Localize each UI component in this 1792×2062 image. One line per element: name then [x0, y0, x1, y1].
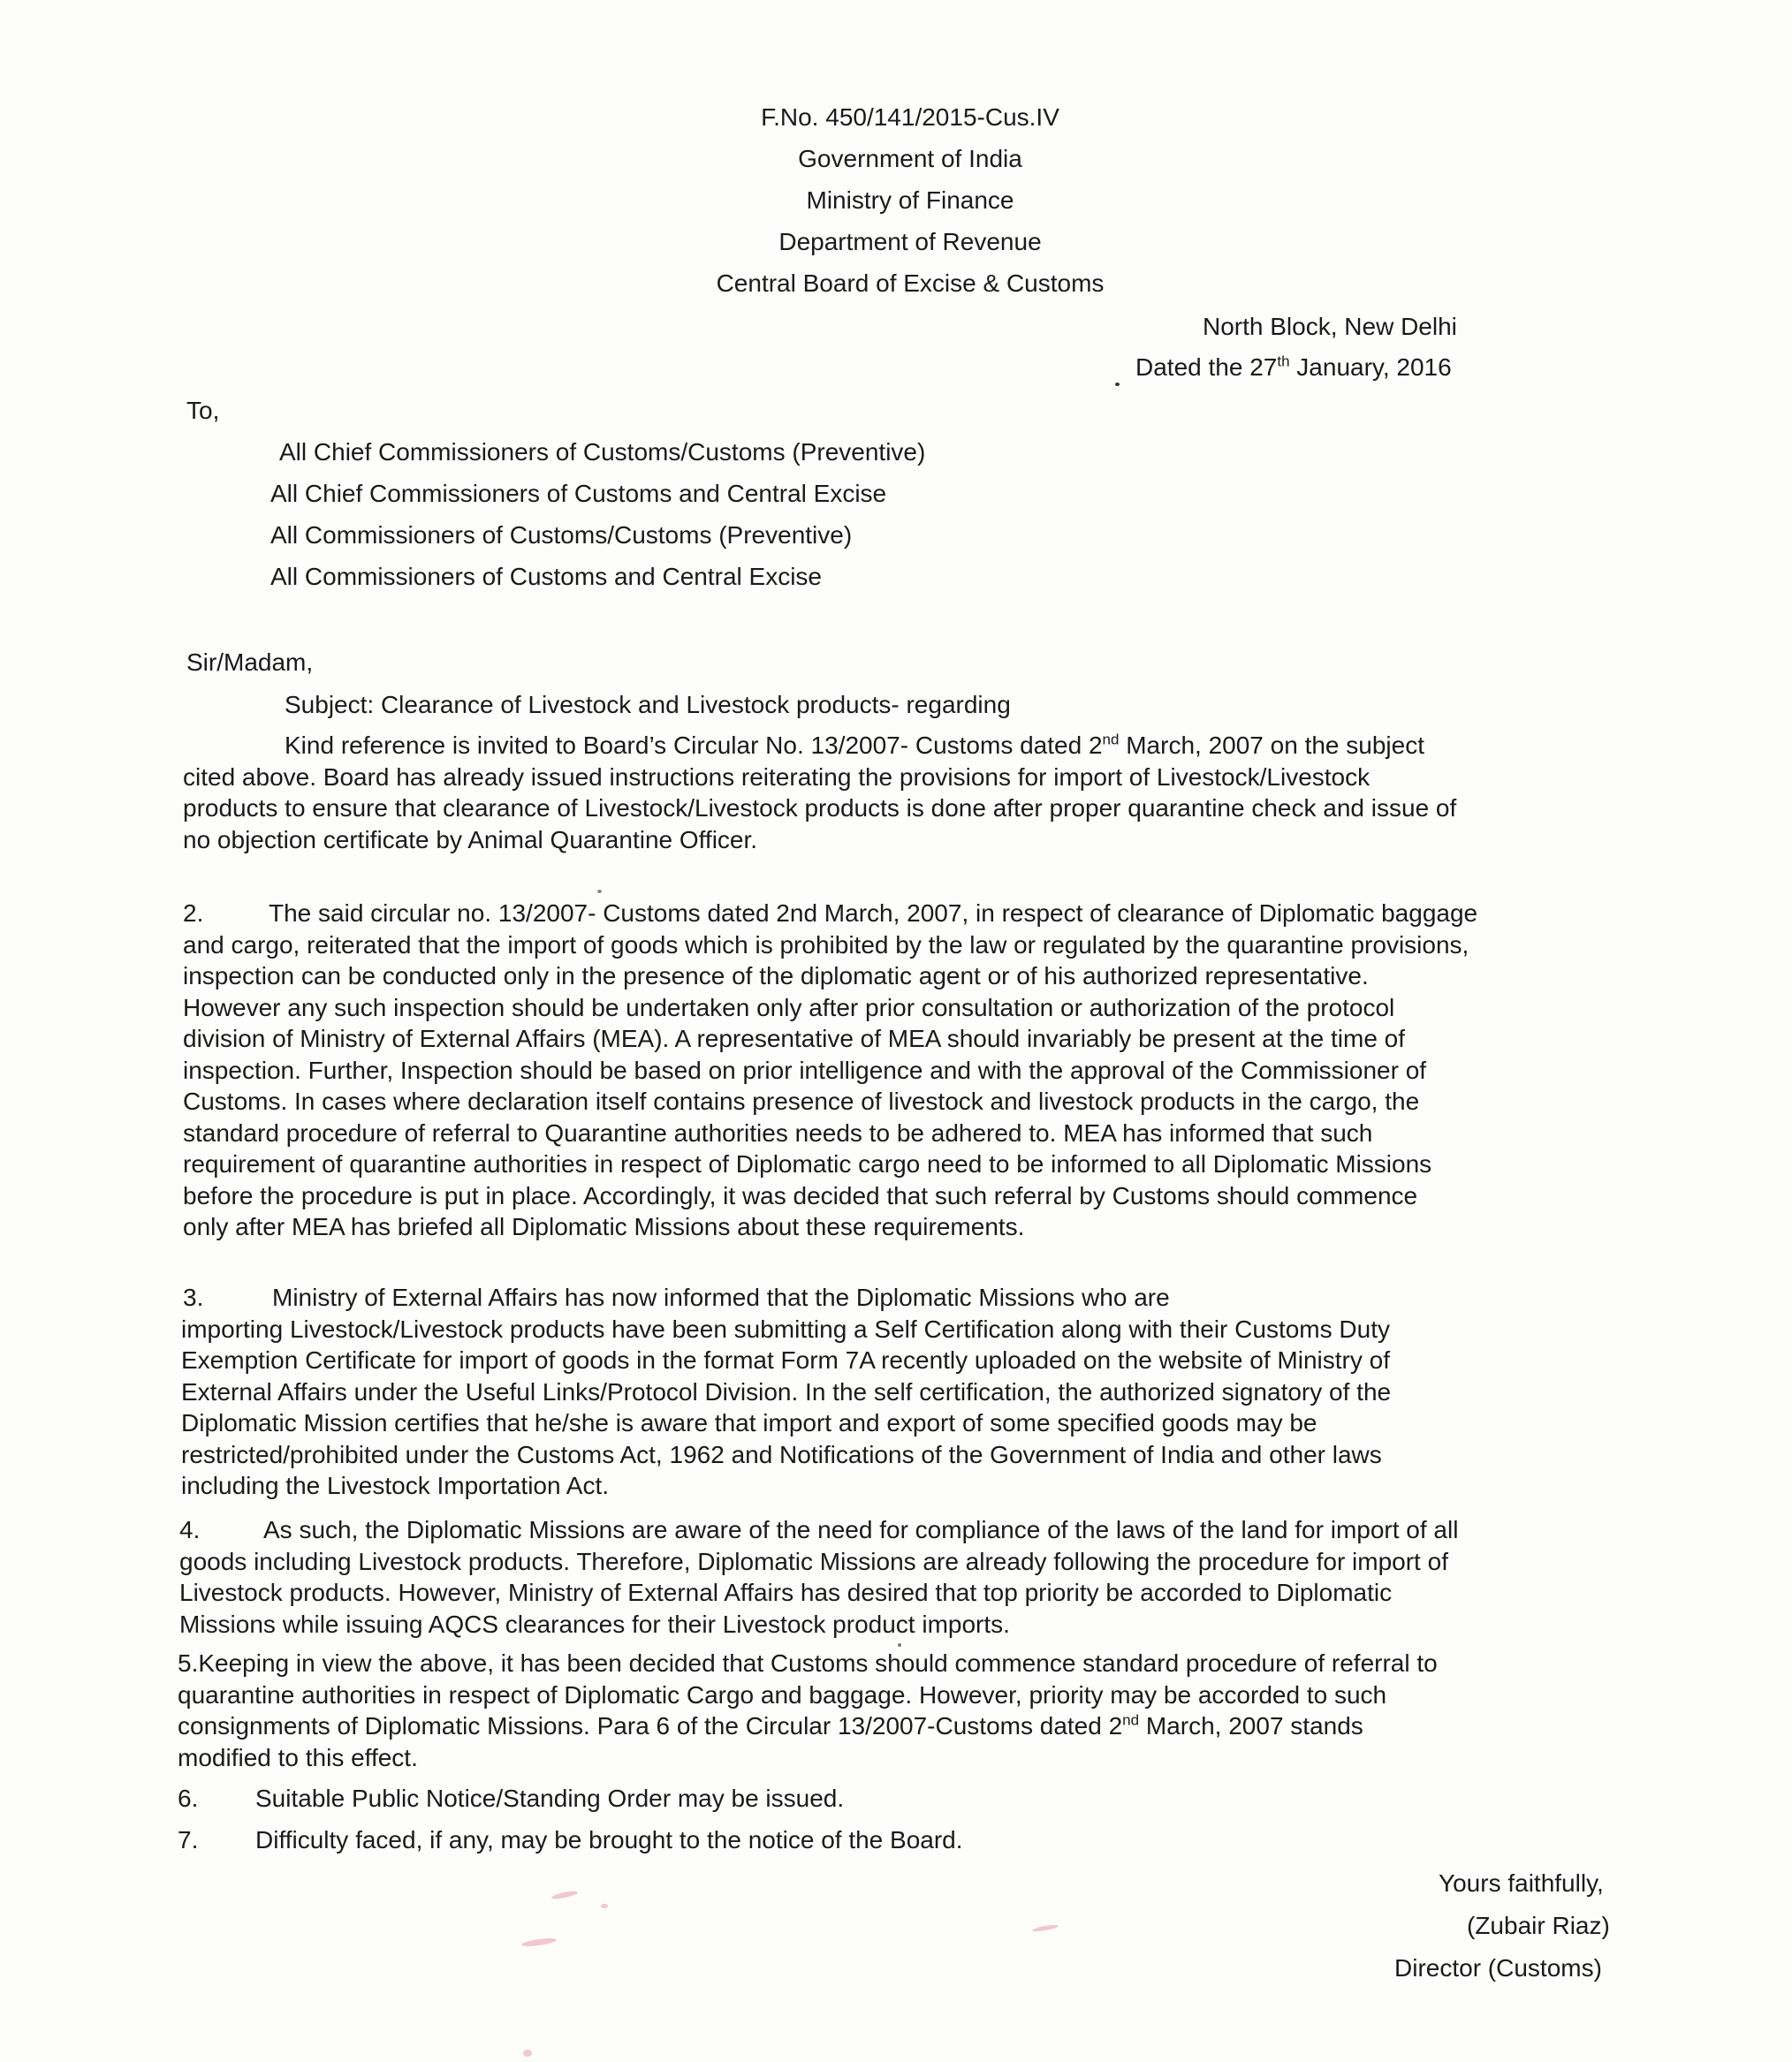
- paragraph-line: Diplomatic Mission certifies that he/she is aware that import and export of some specified goods may be: [181, 1409, 1317, 1437]
- paragraph-line: before the procedure is put in place. Accordingly, it was decided that such referral by Customs should commence: [183, 1181, 1418, 1209]
- paragraph-line: requirement of quarantine authorities in respect of Diplomatic cargo need to be informed to all Diplomatic Missions: [183, 1150, 1432, 1178]
- paragraph-number: 3.: [183, 1284, 204, 1311]
- paragraph-line: Livestock products. However, Ministry of External Affairs has desired that top priority be accorded to Diplomatic: [179, 1579, 1393, 1606]
- paragraph-line: inspection can be conducted only in the presence of the diplomatic agent or of his authorized representative.: [183, 962, 1369, 989]
- paragraph-line: cited above. Board has already issued instructions reiterating the provisions for import of Livestock/Livestock: [183, 762, 1371, 791]
- paragraph-3: [181, 1282, 1391, 1502]
- paragraph-line: Missions while issuing AQCS clearances for their Livestock product imports.: [179, 1610, 1010, 1638]
- paragraph-line: importing Livestock/Livestock products have been submitting a Self Certification along with their Customs Duty: [181, 1315, 1390, 1343]
- paragraph-line: and cargo, reiterated that the import of goods which is prohibited by the law or regulated by the quarantine provisions,: [183, 930, 1469, 959]
- ink-dot: [597, 890, 602, 893]
- paragraph-line: 5.Keeping in view the above, it has been decided that Customs should commence standard procedure of referral to: [178, 1649, 1438, 1677]
- government-name: Government of India: [798, 145, 1022, 172]
- subject-line: Subject: Clearance of Livestock and Livestock products- regarding: [285, 691, 1011, 718]
- paragraph-line: Ministry of External Affairs has now informed that the Diplomatic Missions who are: [272, 1284, 1170, 1311]
- paragraph-line: modified to this effect.: [178, 1743, 418, 1771]
- paragraph-line: External Affairs under the Useful Links/Protocol Division. In the self certification, the authorized signatory of the: [181, 1377, 1392, 1406]
- ink-dot: [898, 1643, 901, 1647]
- paragraph-5: [178, 1648, 1438, 1773]
- place-line: North Block, New Delhi: [1203, 313, 1457, 340]
- paragraph-line: goods including Livestock products. Therefore, Diplomatic Missions are already following the procedure for import of: [179, 1547, 1448, 1575]
- addressee-item: All Commissioners of Customs/Customs (Preventive): [270, 521, 853, 549]
- board-name: Central Board of Excise & Customs: [716, 269, 1105, 297]
- paragraph-line: restricted/prohibited under the Customs Act, 1962 and Notifications of the Government of India and other laws: [181, 1440, 1382, 1468]
- paragraph-number: 4.: [179, 1516, 201, 1543]
- paragraph-line: As such, the Diplomatic Missions are aware of the need for compliance of the laws of the land for import of all: [263, 1516, 1459, 1543]
- paragraph-number: 2.: [183, 899, 204, 927]
- scan-speck: [523, 2050, 532, 2057]
- file-number: F.No. 450/141/2015-Cus.IV: [761, 103, 1059, 131]
- paragraph-line: The said circular no. 13/2007- Customs dated 2nd March, 2007, in respect of clearance of Diplomatic baggage: [269, 899, 1478, 927]
- paragraph-line: inspection. Further, Inspection should be based on prior intelligence and with the approval of the Commissioner of: [183, 1056, 1427, 1084]
- paragraph-number: 7.: [178, 1826, 199, 1854]
- paragraph-line: However any such inspection should be undertaken only after prior consultation or authorization of the protocol: [183, 993, 1395, 1021]
- addressee-item: All Chief Commissioners of Customs/Customs (Preventive): [279, 438, 926, 466]
- scan-speck: [601, 1904, 608, 1908]
- paragraph-line: Exemption Certificate for import of goods in the format Form 7A recently uploaded on the website of Ministry of: [181, 1346, 1390, 1374]
- ink-dot: [1115, 383, 1120, 386]
- paragraph-7-text: Difficulty faced, if any, may be brought to the notice of the Board.: [255, 1826, 963, 1854]
- scan-speck: [521, 1937, 558, 1947]
- department-name: Department of Revenue: [778, 228, 1042, 255]
- paragraph-line: only after MEA has briefed all Diplomatic Missions about these requirements.: [183, 1213, 1025, 1240]
- closing: Yours faithfully,: [1439, 1869, 1604, 1897]
- intro-paragraph: [183, 730, 1456, 855]
- paragraph-4: [179, 1514, 1458, 1640]
- ministry-name: Ministry of Finance: [806, 186, 1014, 214]
- salutation: Sir/Madam,: [186, 648, 314, 676]
- paragraph-line: consignments of Diplomatic Missions. Para 6 of the Circular 13/2007-Customs dated 2nd March, 2007 stands: [178, 1711, 1363, 1740]
- signatory-name: (Zubair Riaz): [1467, 1912, 1610, 1939]
- scan-speck: [551, 1890, 579, 1900]
- paragraph-line: Kind reference is invited to Board’s Circular No. 13/2007- Customs dated 2nd March, 2007 on the subject: [285, 731, 1424, 759]
- paragraph-line: division of Ministry of External Affairs (MEA). A representative of MEA should invariably be present at the time of: [183, 1025, 1406, 1052]
- paragraph-line: products to ensure that clearance of Livestock/Livestock products is done after proper quarantine check and issue of: [183, 794, 1457, 822]
- paragraph-line: no objection certificate by Animal Quarantine Officer.: [183, 825, 758, 853]
- paragraph-line: Customs. In cases where declaration itself contains presence of livestock and livestock products in the cargo, the: [183, 1088, 1420, 1115]
- paragraph-line: including the Livestock Importation Act.: [181, 1472, 610, 1499]
- paragraph-line: quarantine authorities in respect of Diplomatic Cargo and baggage. However, priority may be accorded to such: [178, 1680, 1387, 1709]
- to-label: To,: [186, 397, 220, 424]
- date-line: Dated the 27th January, 2016: [1135, 353, 1452, 381]
- addressee-item: All Chief Commissioners of Customs and Central Excise: [270, 480, 887, 507]
- addressee-item: All Commissioners of Customs and Central Excise: [270, 563, 822, 590]
- paragraph-2: [183, 898, 1477, 1243]
- scan-speck: [1032, 1923, 1059, 1932]
- signatory-designation: Director (Customs): [1394, 1954, 1602, 1982]
- paragraph-6-text: Suitable Public Notice/Standing Order may be issued.: [255, 1785, 845, 1812]
- paragraph-line: standard procedure of referral to Quarantine authorities needs to be adhered to. MEA has informed that such: [183, 1118, 1373, 1147]
- paragraph-number: 6.: [178, 1785, 199, 1812]
